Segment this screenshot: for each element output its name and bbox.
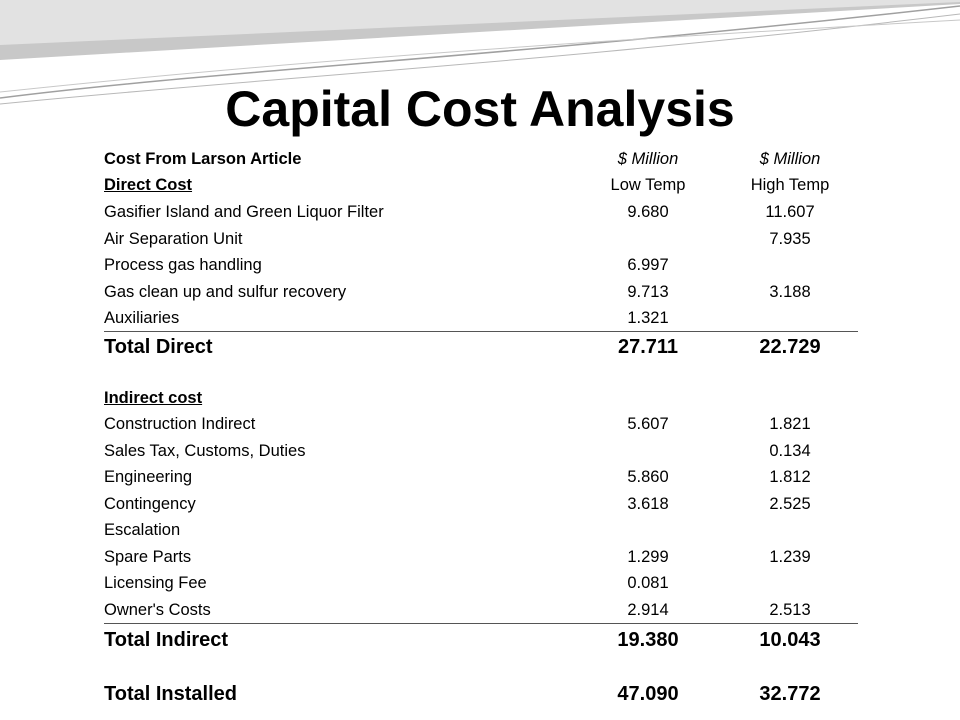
total-row (0, 681, 960, 707)
row-label: Auxiliaries (104, 309, 180, 327)
row-label: Licensing Fee (104, 574, 207, 592)
table-row (0, 597, 960, 623)
row-low-value: 6.997 (627, 256, 669, 274)
table-row (0, 544, 960, 570)
row-high-value: 2.525 (769, 495, 811, 513)
row-low-value: 3.618 (627, 495, 669, 513)
row-label: Process gas handling (104, 256, 262, 274)
table-row (0, 279, 960, 305)
total-indirect-high: 10.043 (759, 629, 821, 651)
row-label: Owner's Costs (104, 601, 211, 619)
header-row (0, 172, 960, 198)
header-high-temp: High Temp (750, 176, 830, 194)
section-heading-indirect: Indirect cost (104, 389, 203, 407)
row-label: Gasifier Island and Green Liquor Filter (104, 203, 384, 221)
row-high-value: 7.935 (769, 230, 811, 248)
total-direct-low: 27.711 (617, 336, 679, 358)
row-high-value: 11.607 (765, 203, 815, 221)
header-source: Cost From Larson Article (104, 150, 302, 168)
total-installed-label: Total Installed (104, 683, 237, 705)
total-row (0, 334, 960, 360)
section-heading-direct: Direct Cost (104, 176, 193, 194)
row-label: Spare Parts (104, 548, 192, 566)
table-row (0, 491, 960, 517)
total-installed-high: 32.772 (759, 683, 821, 705)
table-row (0, 464, 960, 490)
total-divider (104, 331, 858, 332)
table-row (0, 305, 960, 331)
row-low-value: 9.680 (627, 203, 669, 221)
row-high-value: 1.812 (769, 468, 811, 486)
header-row (0, 146, 960, 172)
table-row (0, 517, 960, 543)
row-label: Escalation (104, 521, 181, 539)
slide-title: Capital Cost Analysis (225, 81, 735, 137)
row-high-value: 0.134 (769, 442, 811, 460)
header-low-unit: $ Million (617, 150, 679, 168)
row-high-value: 3.188 (769, 283, 811, 301)
row-high-value: 1.821 (769, 415, 811, 433)
row-label: Air Separation Unit (104, 230, 243, 248)
row-high-value: 1.239 (769, 548, 811, 566)
row-low-value: 1.299 (627, 548, 669, 566)
table-row (0, 252, 960, 278)
table-row (0, 438, 960, 464)
row-low-value: 0.081 (627, 574, 669, 592)
row-low-value: 2.914 (627, 601, 669, 619)
table-row (0, 226, 960, 252)
total-direct-high: 22.729 (759, 336, 821, 358)
table-row (0, 411, 960, 437)
header-low-temp: Low Temp (610, 176, 686, 194)
total-indirect-label: Total Indirect (104, 629, 229, 651)
total-divider (104, 623, 858, 624)
row-low-value: 5.860 (627, 468, 669, 486)
row-low-value: 9.713 (627, 283, 669, 301)
row-label: Contingency (104, 495, 196, 513)
table-row (0, 570, 960, 596)
header-band-light (0, 0, 960, 45)
row-label: Sales Tax, Customs, Duties (104, 442, 306, 460)
row-label: Gas clean up and sulfur recovery (104, 283, 347, 301)
total-indirect-low: 19.380 (617, 629, 679, 651)
total-installed-low: 47.090 (617, 683, 679, 705)
row-label: Engineering (104, 468, 193, 486)
total-row (0, 627, 960, 653)
table-row (0, 199, 960, 225)
row-label: Construction Indirect (104, 415, 256, 433)
row-low-value: 1.321 (627, 309, 669, 327)
row-high-value: 2.513 (769, 601, 811, 619)
header-high-unit: $ Million (759, 150, 821, 168)
row-low-value: 5.607 (627, 415, 669, 433)
section-heading-row (0, 385, 960, 411)
total-direct-label: Total Direct (104, 336, 213, 358)
